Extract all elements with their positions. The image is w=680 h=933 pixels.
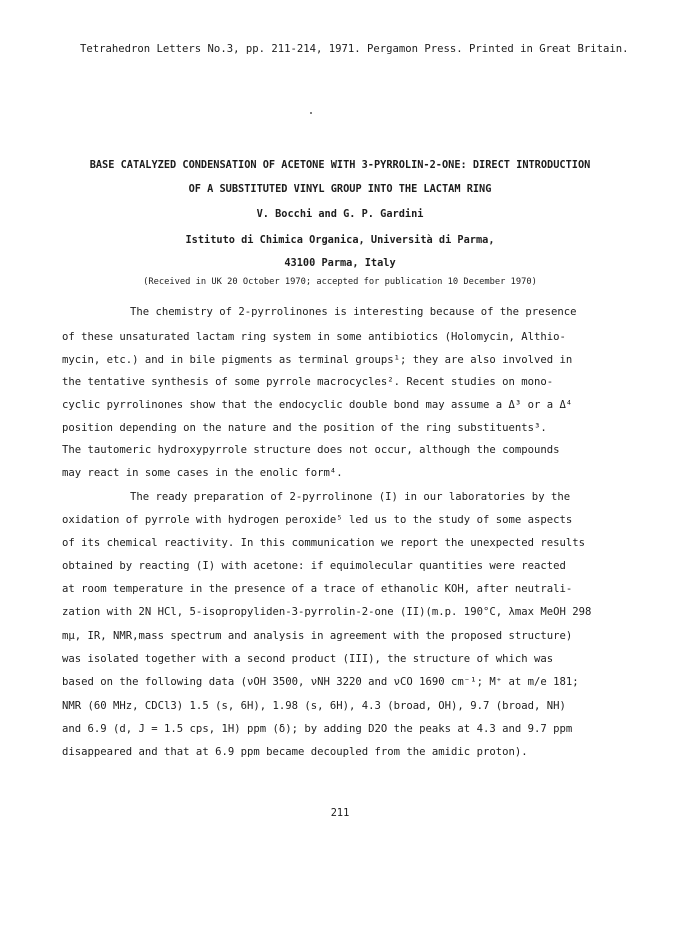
paragraph-line: of these unsaturated lactam ring system in some antibiotics (Holomycin, Althio- bbox=[62, 331, 566, 343]
paragraph-line: mycin, etc.) and in bile pigments as terminal groups¹; they are also involved in bbox=[62, 354, 573, 366]
paragraph-line: may react in some cases in the enolic form⁴. bbox=[62, 467, 343, 479]
paragraph-line: obtained by reacting (I) with acetone: if equimolecular quantities were reacted bbox=[62, 560, 566, 572]
paragraph-line: The tautomeric hydroxypyrrole structure does not occur, although the compounds bbox=[62, 444, 560, 456]
speck-mark bbox=[310, 112, 312, 114]
paragraph-line: mμ, IR, NMR,mass spectrum and analysis in agreement with the proposed structure) bbox=[62, 630, 573, 642]
paragraph-line: oxidation of pyrrole with hydrogen peroxide⁵ led us to the study of some aspects bbox=[62, 514, 573, 526]
paragraph-line: and 6.9 (d, J = 1.5 cps, 1H) ppm (δ); by adding D2O the peaks at 4.3 and 9.7 ppm bbox=[62, 723, 573, 735]
paragraph-line: based on the following data (νOH 3500, νNH 3220 and νCO 1690 cm⁻¹; M⁺ at m/e 181; bbox=[62, 676, 579, 688]
journal-header: Tetrahedron Letters No.3, pp. 211-214, 1971. Pergamon Press. Printed in Great Britain. bbox=[80, 43, 629, 55]
paragraph-line: The ready preparation of 2-pyrrolinone (I) in our laboratories by the bbox=[130, 491, 571, 503]
affiliation-line-2: 43100 Parma, Italy bbox=[284, 257, 396, 269]
title-line-1: BASE CATALYZED CONDENSATION OF ACETONE WITH 3-PYRROLIN-2-ONE: DIRECT INTRODUCTION bbox=[89, 159, 591, 171]
paragraph-line: was isolated together with a second product (III), the structure of which was bbox=[62, 653, 554, 665]
received-note: (Received in UK 20 October 1970; accepted for publication 10 December 1970) bbox=[143, 277, 537, 287]
authors: V. Bocchi and G. P. Gardini bbox=[256, 208, 424, 220]
paragraph-line: The chemistry of 2-pyrrolinones is interesting because of the presence bbox=[130, 306, 577, 318]
paragraph-line: cyclic pyrrolinones show that the endocyclic double bond may assume a Δ³ or a Δ⁴ bbox=[62, 399, 573, 411]
paragraph-line: of its chemical reactivity. In this communication we report the unexpected results bbox=[62, 537, 585, 549]
paragraph-line: at room temperature in the presence of a trace of ethanolic KOH, after neutrali- bbox=[62, 583, 573, 595]
paragraph-line: disappeared and that at 6.9 ppm became decoupled from the amidic proton). bbox=[62, 746, 528, 758]
paragraph-line: the tentative synthesis of some pyrrole macrocycles². Recent studies on mono- bbox=[62, 376, 554, 388]
paragraph-line: NMR (60 MHz, CDCl3) 1.5 (s, 6H), 1.98 (s, 6H), 4.3 (broad, OH), 9.7 (broad, NH) bbox=[62, 700, 566, 712]
affiliation-line-1: Istituto di Chimica Organica, Università di Parma, bbox=[185, 234, 495, 246]
title-line-2: OF A SUBSTITUTED VINYL GROUP INTO THE LACTAM RING bbox=[188, 183, 492, 195]
paragraph-line: zation with 2N HCl, 5-isopropyliden-3-pyrrolin-2-one (II)(m.p. 190°C, λmax MeOH 298 bbox=[62, 606, 592, 618]
paragraph-line: position depending on the nature and the position of the ring substituents³. bbox=[62, 422, 547, 434]
page-number: 211 bbox=[330, 807, 350, 819]
